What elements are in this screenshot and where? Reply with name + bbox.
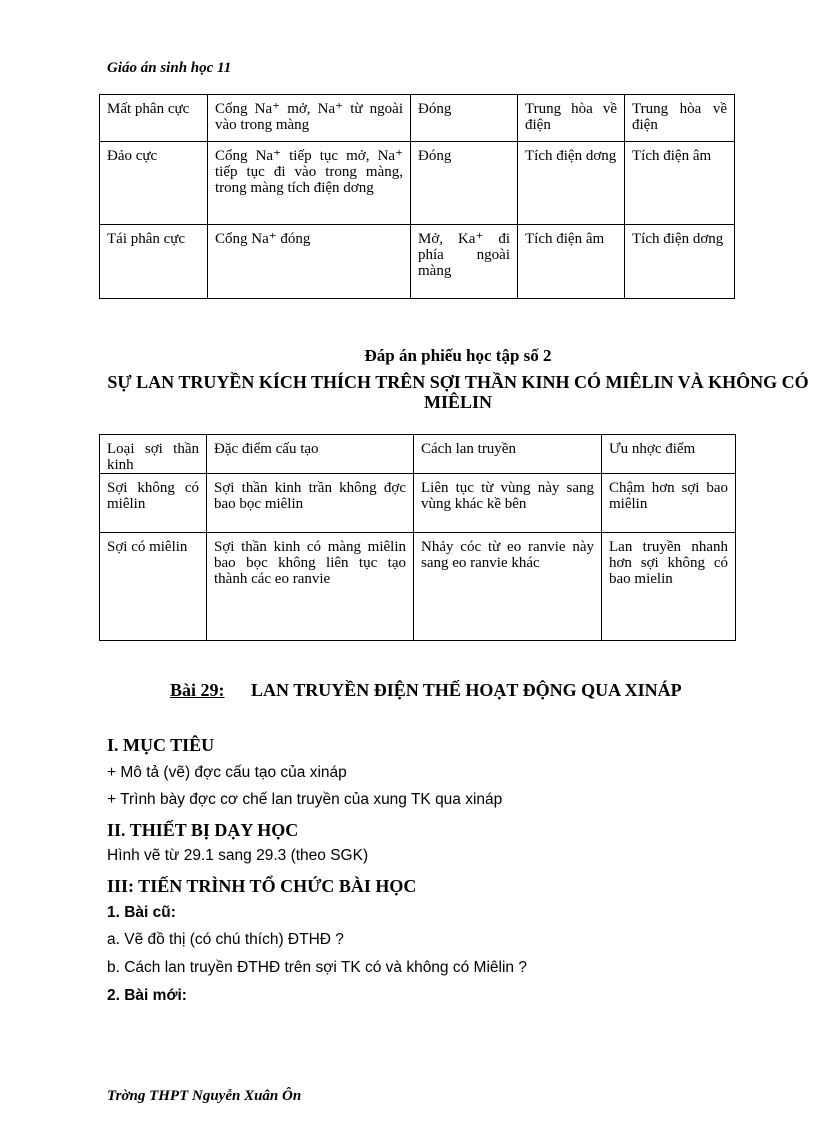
table-header-cell: Đặc điểm cấu tạo	[207, 435, 414, 474]
new-lesson-label: 2. Bài mới:	[107, 987, 187, 1004]
table-cell: Tích điện dơng	[518, 142, 625, 225]
answer-sheet-title: Đáp án phiếu học tập số 2	[364, 346, 552, 365]
table-cell: Mở, Ka⁺ đi phía ngoài màng	[411, 225, 518, 299]
table-cell: Đóng	[411, 95, 518, 142]
table-cell: Cổng Na⁺ đóng	[208, 225, 411, 299]
table-header-cell: Cách lan truyền	[414, 435, 602, 474]
section-equipment-title: II. THIẾT BỊ DẠY HỌC	[107, 820, 299, 840]
old-lesson-label: 1. Bài cũ:	[107, 904, 176, 921]
section-objectives-title: I. MỤC TIÊU	[107, 735, 215, 755]
table-cell: Đóng	[411, 142, 518, 225]
table-cell: Sợi thần kinh có màng miêlin bao bọc không liên tục tạo thành các eo ranvie	[207, 533, 414, 641]
table-cell: Sợi có miêlin	[100, 533, 207, 641]
table-cell: Chậm hơn sợi bao miêlin	[602, 474, 736, 533]
table-cell: Tái phân cực	[100, 225, 208, 299]
table-cell: Đảo cực	[100, 142, 208, 225]
table-cell: Nhảy cóc từ eo ranvie này sang eo ranvie khác	[414, 533, 602, 641]
objective-item: + Trình bày đợc cơ chế lan truyền của xung TK qua xináp	[107, 791, 503, 808]
table-cell: Trung hòa về điện	[518, 95, 625, 142]
table-cell: Mất phân cực	[100, 95, 208, 142]
lesson-number: Bài 29:	[170, 680, 225, 700]
table-cell: Tích điện âm	[625, 142, 735, 225]
table-row	[100, 95, 735, 142]
table-row	[100, 142, 735, 225]
phase-comparison-table	[99, 94, 735, 299]
table-cell: Lan truyền nhanh hơn sợi không có bao mielin	[602, 533, 736, 641]
table-row	[100, 225, 735, 299]
table-cell: Cổng Na⁺ mở, Na⁺ từ ngoài vào trong màng	[208, 95, 411, 142]
document-header-title: Giáo án sinh học 11	[107, 60, 232, 76]
question-a: a. Vẽ đồ thị (có chú thích) ĐTHĐ ?	[107, 931, 344, 948]
table-cell: Sợi không có miêlin	[100, 474, 207, 533]
table-cell: Tích điện dơng	[625, 225, 735, 299]
equipment-text: Hình vẽ từ 29.1 sang 29.3 (theo SGK)	[107, 847, 369, 864]
lesson-title: LAN TRUYỀN ĐIỆN THẾ HOẠT ĐỘNG QUA XINÁP	[251, 680, 682, 700]
table-cell: Trung hòa về điện	[625, 95, 735, 142]
table-header-row	[100, 435, 736, 474]
table-row	[100, 533, 736, 641]
table-header-cell: Loại sợi thần kinh	[100, 435, 207, 474]
table-cell: Liên tục từ vùng này sang vùng khác kề bên	[414, 474, 602, 533]
answer-sheet-heading: SỰ LAN TRUYỀN KÍCH THÍCH TRÊN SỢI THẦN KINH CÓ MIÊLIN VÀ KHÔNG CÓ MIÊLIN	[107, 372, 809, 412]
table-cell: Cổng Na⁺ tiếp tục mở, Na⁺ tiếp tục đi vào trong màng, trong màng tích điện dơng	[208, 142, 411, 225]
table-cell: Sợi thần kinh trần không đợc bao bọc miêlin	[207, 474, 414, 533]
question-b: b. Cách lan truyền ĐTHĐ trên sợi TK có và không có Miêlin ?	[107, 959, 527, 976]
section-process-title: III: TIẾN TRÌNH TỔ CHỨC BÀI HỌC	[107, 876, 417, 896]
table-cell: Tích điện âm	[518, 225, 625, 299]
table-row	[100, 474, 736, 533]
table-header-cell: Ưu nhợc điểm	[602, 435, 736, 474]
lesson-heading	[170, 680, 682, 701]
document-footer: Trờng THPT Nguyễn Xuân Ôn	[107, 1088, 302, 1104]
nerve-fiber-table	[99, 434, 736, 641]
objective-item: + Mô tả (vẽ) đợc cấu tạo của xináp	[107, 764, 347, 781]
